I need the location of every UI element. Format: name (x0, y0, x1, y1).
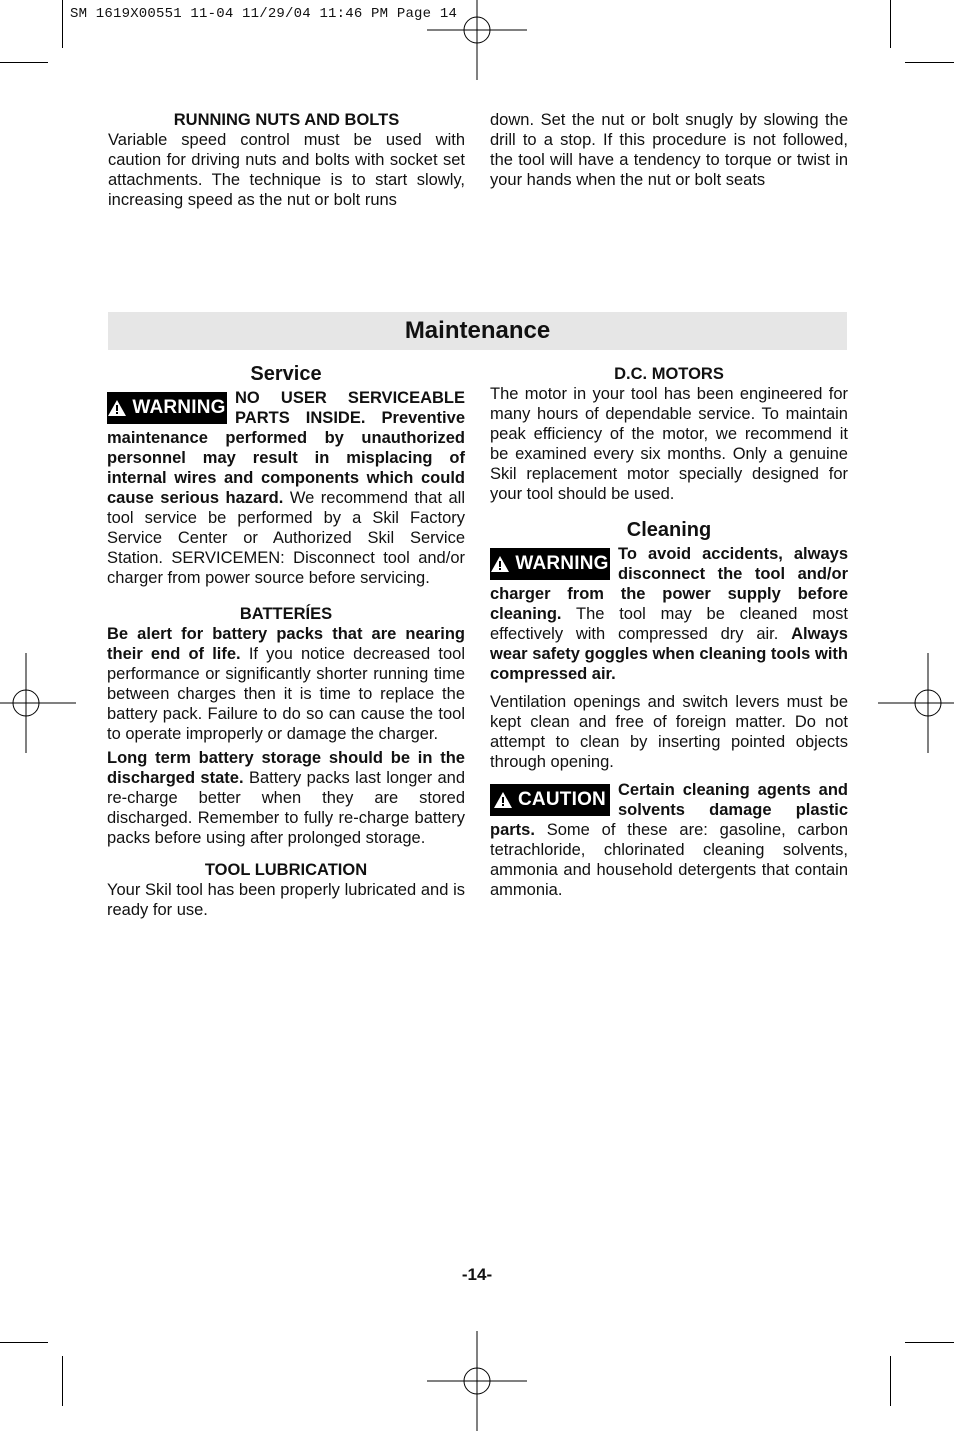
crop-mark (62, 1356, 63, 1406)
service-heading: Service (250, 363, 322, 385)
cleaning-warning-text: To avoid accidents, always disconnect the tool and/or charger from the power supply before cleaning. (490, 545, 848, 623)
section-title-band (108, 312, 847, 350)
crop-mark (890, 1356, 891, 1406)
crop-mark (0, 62, 48, 63)
crop-mark (0, 1342, 48, 1343)
crop-mark (62, 0, 63, 48)
batteries-paragraph-2 (107, 748, 465, 848)
batteries-text-1: If you notice decreased tool performance or significantly shorter running time between charges then it is time to replace the battery pack. Failure to do so can cause the tool to operate improperly or damage the charger. (107, 645, 465, 743)
dc-motors-heading: D.C. MOTORS (614, 365, 724, 383)
warning-label (490, 548, 610, 580)
registration-mark-icon (0, 653, 76, 753)
dc-motors-text: The motor in your tool has been engineered for many hours of dependable service. To maintain peak efficiency of the motor, we recommend it be examined every six months. Only a genuine Skil replacement motor specially designed for your tool should be used. (490, 385, 848, 503)
cleaning-paragraph-1 (490, 544, 848, 684)
running-text-left: Variable speed control must be used with caution for driving nuts and bolts with socket set attachments. The technique is to start slowly, increasing speed as the nut or bolt runs (108, 131, 465, 209)
running-heading: RUNNING NUTS AND BOLTS (173, 111, 400, 129)
cleaning-text-3: Some of these are: gasoline, carbon tetrachloride, chlorinated cleaning solvents, ammonia and household detergents that contain ammonia. (490, 821, 848, 899)
cleaning-goggles-text: Always wear safety goggles when cleaning tools with compressed air. (490, 625, 848, 683)
service-paragraph (107, 388, 465, 588)
cleaning-heading: Cleaning (626, 519, 712, 541)
left-column (107, 362, 465, 920)
service-warning-text: NO USER SERVICEABLE PARTS INSIDE. Preventive maintenance performed by unauthorized personnel may result in misplacing of internal wires and components which could cause serious hazard. (107, 389, 465, 507)
registration-mark-icon (878, 653, 954, 753)
right-column (490, 364, 848, 900)
cleaning-paragraph-2: Ventilation openings and switch levers must be kept clean and free of foreign matter. Do not attempt to clean by inserting pointed objects through opening. (490, 693, 848, 771)
printer-slug: SM 1619X00551 11-04 11/29/04 11:46 PM Page 14 (70, 6, 458, 22)
crop-mark (890, 0, 891, 48)
caution-label-text: CAUTION (518, 789, 606, 810)
batteries-bold-2: Long term battery storage should be in the discharged state. (107, 749, 465, 787)
warning-triangle-icon (491, 556, 509, 572)
crop-mark (905, 62, 954, 63)
registration-mark-icon (427, 0, 527, 80)
section-title: Maintenance (404, 317, 551, 344)
lubrication-text: Your Skil tool has been properly lubricated and is ready for use. (107, 881, 465, 919)
batteries-heading: BATTERÍES (239, 605, 333, 623)
running-text-right: down. Set the nut or bolt snugly by slowing the drill to a stop. If this procedure is not followed, the tool will have a tendency to torque or twist in your hands when the nut or bolt seats (490, 111, 848, 189)
batteries-bold-1: Be alert for battery packs that are nearing their end of life. (107, 625, 465, 663)
lubrication-heading: TOOL LUBRICATION (204, 861, 368, 879)
service-text: We recommend that all tool service be performed by a Skil Factory Service Center or Authorized Skil Service Station. SERVICEMEN: Disconnect tool and/or charger from power source before servicing. (107, 489, 465, 587)
page-number: -14- (461, 1265, 493, 1284)
cleaning-text-1: The tool may be cleaned most effectively with compressed dry air. (490, 605, 848, 643)
batteries-paragraph-1 (107, 624, 465, 744)
warning-label-text: WARNING (132, 397, 226, 418)
cleaning-paragraph-3 (490, 780, 848, 900)
warning-label (107, 392, 227, 424)
warning-triangle-icon (108, 400, 126, 416)
running-left-column (108, 110, 465, 210)
caution-label (490, 784, 610, 816)
running-right-column (490, 110, 848, 190)
crop-mark (905, 1342, 954, 1343)
batteries-text-2: Battery packs last longer and re-charge better when they are stored discharged. Remember to fully re-charge battery packs before using after prolonged storage. (107, 769, 466, 847)
warning-label-text: WARNING (515, 553, 609, 574)
warning-triangle-icon (494, 792, 512, 808)
cleaning-caution-text: Certain cleaning agents and solvents damage plastic parts. (490, 781, 848, 839)
registration-mark-icon (427, 1331, 527, 1431)
